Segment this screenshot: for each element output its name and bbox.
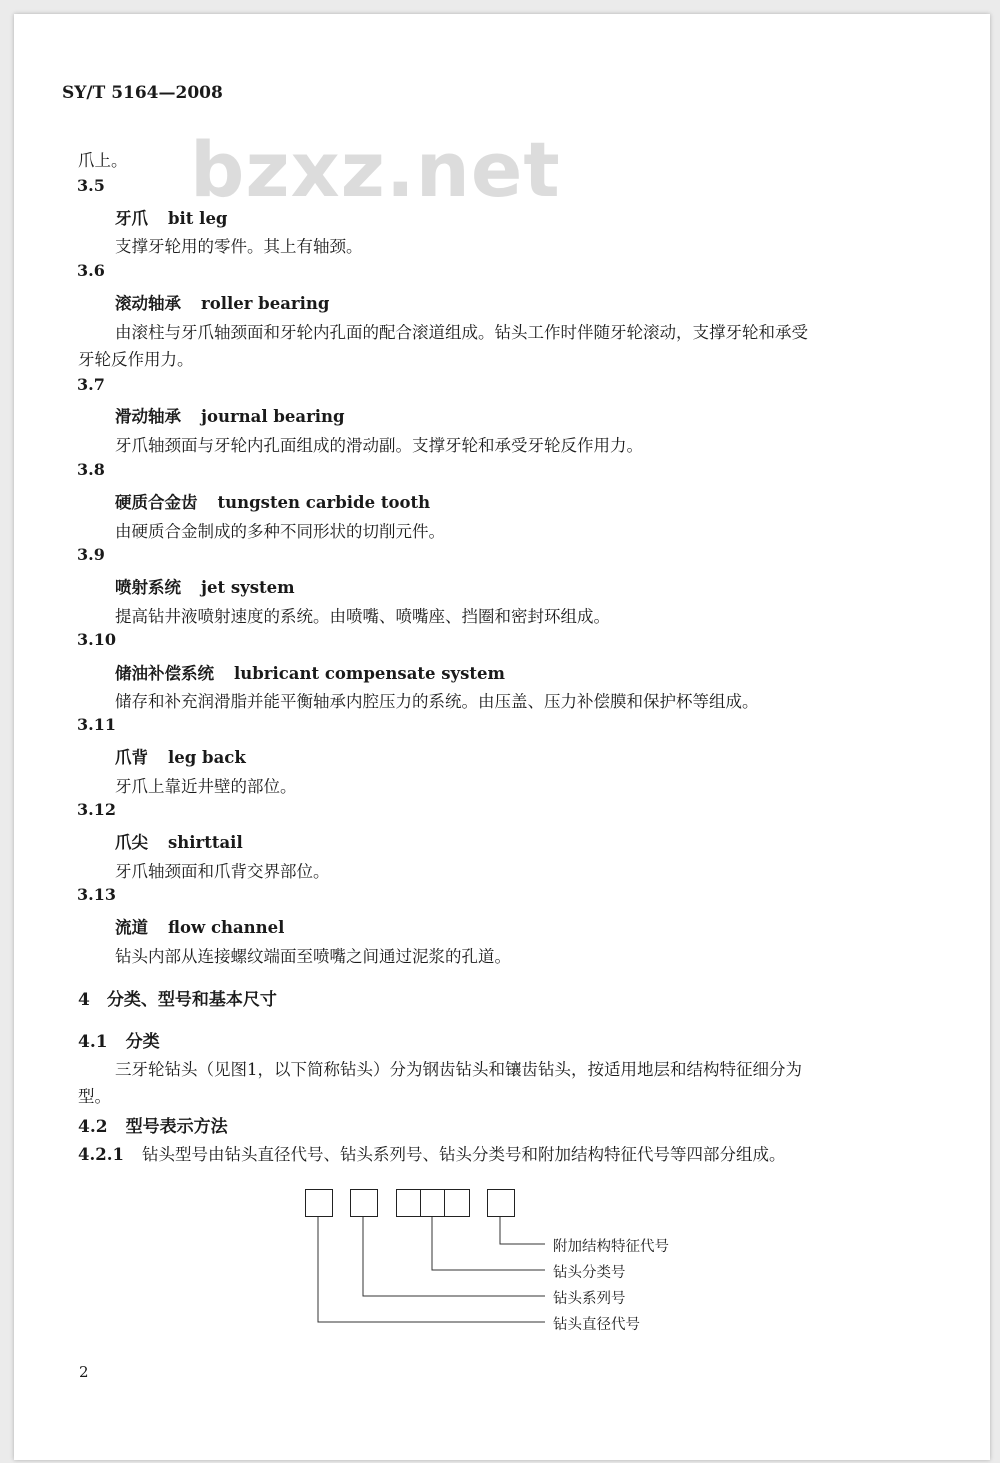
term-zh: 爪背 [115, 748, 148, 767]
leader-line-series [363, 1215, 545, 1296]
term-en: jet system [201, 578, 295, 597]
term-zh: 流道 [115, 918, 148, 937]
term-en: bit leg [168, 209, 228, 228]
section-4-heading: 4 分类、型号和基本尺寸 [78, 990, 277, 1010]
label-feature-code: 附加结构特征代号 [553, 1239, 669, 1255]
section-title: 分类 [125, 1032, 160, 1052]
code-box-diameter [305, 1189, 333, 1217]
term-zh: 滚动轴承 [115, 294, 181, 313]
term-number: 3.5 [77, 176, 105, 195]
watermark: bzxz.net [190, 125, 561, 214]
code-box-class-1 [396, 1189, 422, 1217]
term-definition: 牙爪上靠近井壁的部位。 [115, 777, 297, 796]
section-number: 4.2.1 [78, 1145, 124, 1164]
label-series-number: 钻头系列号 [553, 1291, 626, 1307]
term-number: 3.9 [77, 545, 105, 564]
term-en: lubricant compensate system [234, 664, 505, 683]
section-text: 钻头型号由钻头直径代号、钻头系列号、钻头分类号和附加结构特征代号等四部分组成。 [141, 1145, 786, 1164]
section-4-1-text: 型。 [78, 1087, 111, 1106]
term-zh: 喷射系统 [115, 578, 181, 597]
term-en: leg back [168, 748, 246, 767]
term-en: tungsten carbide tooth [217, 493, 431, 512]
section-4-1-text: 三牙轮钻头（见图1，以下简称钻头）分为钢齿钻头和镶齿钻头，按适用地层和结构特征细分为 [115, 1060, 802, 1079]
label-class-number: 钻头分类号 [553, 1265, 626, 1281]
continuation-text: 爪上。 [78, 151, 128, 170]
term-en: shirttail [168, 833, 243, 852]
term-zh: 滑动轴承 [115, 407, 181, 426]
term-definition: 提高钻井液喷射速度的系统。由喷嘴、喷嘴座、挡圈和密封环组成。 [115, 607, 610, 626]
term-definition: 牙爪轴颈面和爪背交界部位。 [115, 862, 330, 881]
code-box-class-3 [444, 1189, 470, 1217]
term-definition: 牙轮反作用力。 [78, 350, 194, 369]
term-zh: 硬质合金齿 [115, 493, 198, 512]
standard-code-header: SY/T 5164—2008 [62, 83, 223, 103]
term-number: 3.10 [77, 630, 116, 649]
term-definition: 牙爪轴颈面与牙轮内孔面组成的滑动副。支撑牙轮和承受牙轮反作用力。 [115, 436, 643, 455]
term-number: 3.13 [77, 885, 116, 904]
leader-line-feature [500, 1215, 545, 1244]
term-zh: 储油补偿系统 [115, 664, 214, 683]
term-number: 3.12 [77, 800, 116, 819]
term-en: roller bearing [201, 294, 330, 313]
term-definition: 由硬质合金制成的多种不同形状的切削元件。 [115, 522, 445, 541]
term-number: 3.6 [77, 261, 105, 280]
code-box-feature [487, 1189, 515, 1217]
code-box-class-2 [420, 1189, 446, 1217]
section-title: 型号表示方法 [125, 1117, 228, 1137]
leader-line-class [432, 1215, 545, 1270]
term-number: 3.7 [77, 375, 105, 394]
term-definition: 由滚柱与牙爪轴颈面和牙轮内孔面的配合滚道组成。钻头工作时伴随牙轮滚动，支撑牙轮和承受 [115, 323, 808, 342]
term-definition: 钻头内部从连接螺纹端面至喷嘴之间通过泥浆的孔道。 [115, 947, 511, 966]
term-zh: 爪尖 [115, 833, 148, 852]
term-number: 3.8 [77, 460, 105, 479]
term-zh: 牙爪 [115, 209, 148, 228]
term-definition: 储存和补充润滑脂并能平衡轴承内腔压力的系统。由压盖、压力补偿膜和保护杯等组成。 [115, 692, 759, 711]
section-number: 4.2 [78, 1117, 108, 1137]
term-en: flow channel [168, 918, 285, 937]
term-en: journal bearing [201, 407, 345, 426]
label-diameter-code: 钻头直径代号 [553, 1317, 640, 1333]
code-box-series [350, 1189, 378, 1217]
page-number: 2 [79, 1363, 89, 1381]
term-number: 3.11 [77, 715, 116, 734]
section-number: 4.1 [78, 1032, 108, 1052]
term-definition: 支撑牙轮用的零件。其上有轴颈。 [115, 237, 363, 256]
